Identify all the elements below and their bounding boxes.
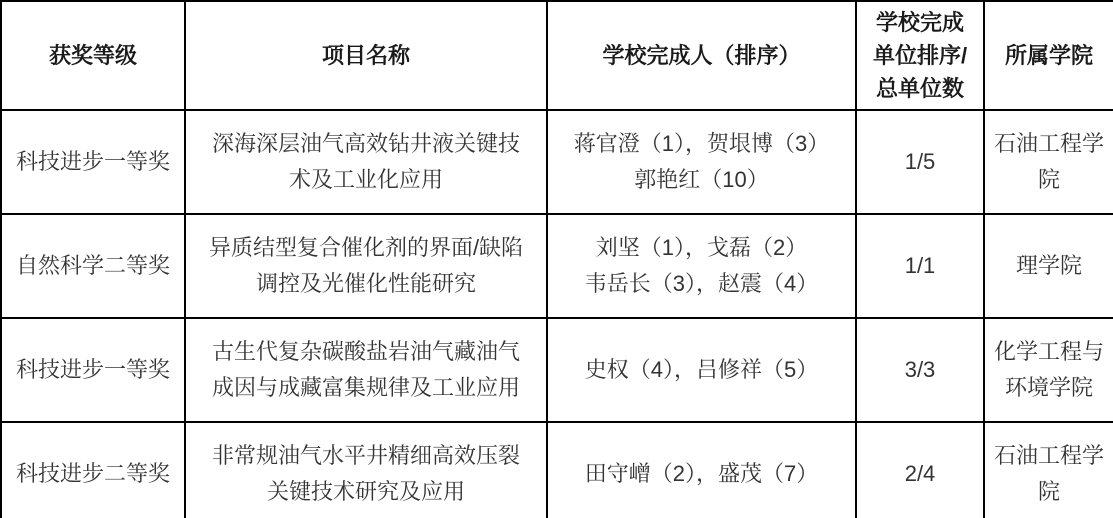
unit-rank-cell: 3/3 [856,318,984,422]
header-completers: 学校完成人（排序） [547,1,856,110]
completers-line: 郭艳红（10） [634,167,769,192]
table-row [1,318,1113,422]
college-line: 环境学院 [1004,375,1093,400]
completers-line: 史权（4），吕修祥（5） [584,357,819,382]
table-row [1,422,1113,518]
project-name-cell [185,318,547,422]
completers-cell [547,318,856,422]
table-header-row [1,1,1113,110]
header-unit-rank [856,1,984,110]
header-project-name: 项目名称 [185,1,547,110]
unit-rank-cell: 2/4 [856,422,984,518]
project-line: 古生代复杂碳酸盐岩油气藏油气 [211,339,520,364]
table-row [1,110,1113,214]
college-cell [984,318,1113,422]
header-unit-rank-line: 学校完成 [875,10,964,35]
project-line: 深海深层油气高效钻井液关键技 [211,131,520,156]
college-line: 石油工程学 [993,443,1104,468]
college-line: 石油工程学 [993,131,1104,156]
project-name-cell [185,110,547,214]
college-line: 院 [1037,167,1060,192]
project-line: 成因与成藏富集规律及工业应用 [211,375,520,400]
college-cell [984,110,1113,214]
header-unit-rank-line: 单位排序/ [872,43,968,68]
completers-line: 田守嶒（2），盛茂（7） [584,461,819,486]
college-cell [984,214,1113,318]
award-level-cell: 科技进步二等奖 [1,422,185,518]
project-line: 术及工业化应用 [288,167,443,192]
completers-cell [547,214,856,318]
table-row [1,214,1113,318]
completers-line: 刘坚（1），戈磊（2） [595,235,808,260]
award-level-cell: 自然科学二等奖 [1,214,185,318]
project-line: 调控及光催化性能研究 [255,271,476,296]
project-line: 非常规油气水平井精细高效压裂 [211,443,520,468]
unit-rank-cell: 1/1 [856,214,984,318]
award-level-cell: 科技进步一等奖 [1,110,185,214]
project-line: 关键技术研究及应用 [266,479,465,504]
college-line: 化学工程与 [993,339,1104,364]
completers-cell [547,422,856,518]
college-line: 院 [1037,479,1060,504]
unit-rank-cell: 1/5 [856,110,984,214]
award-level-cell: 科技进步一等奖 [1,318,185,422]
project-line: 异质结型复合催化剂的界面/缺陷 [208,235,524,260]
college-line: 理学院 [1015,253,1082,278]
completers-line: 韦岳长（3），赵震（4） [584,271,819,296]
header-college: 所属学院 [984,1,1113,110]
college-cell [984,422,1113,518]
completers-line: 蒋官澄（1），贺垠博（3） [573,131,830,156]
header-unit-rank-line: 总单位数 [875,76,964,101]
completers-cell [547,110,856,214]
project-name-cell [185,214,547,318]
project-name-cell [185,422,547,518]
header-award-level: 获奖等级 [1,1,185,110]
